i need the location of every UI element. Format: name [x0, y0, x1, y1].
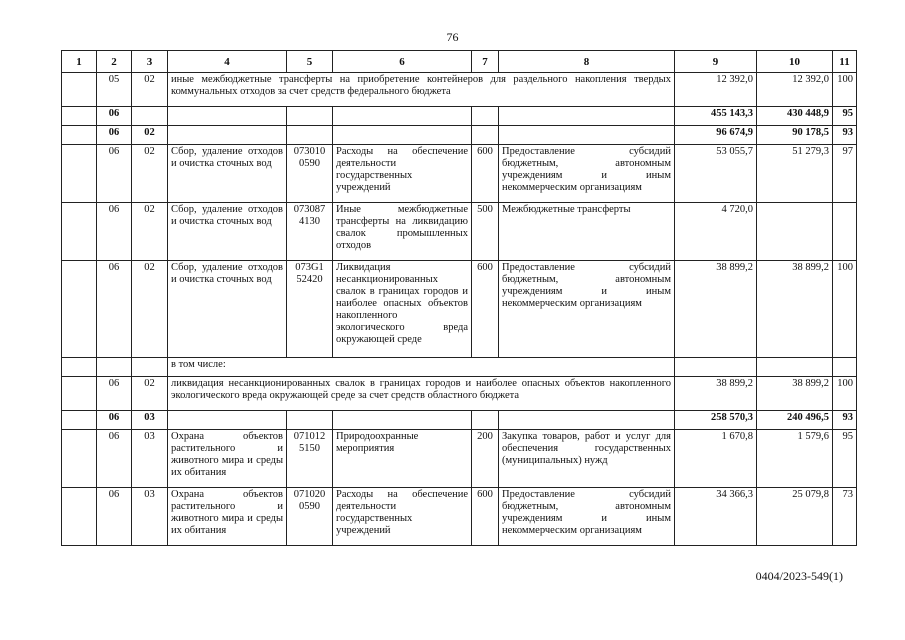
cell-percent: 93 — [833, 126, 857, 145]
cell-target-code: 071012 5150 — [287, 430, 333, 488]
table-row — [62, 107, 857, 126]
cell-expense-name: Расходы на обеспечение деятельности государственных учреждений — [333, 145, 472, 203]
cell-section: 06 — [97, 430, 132, 488]
cell-actual: 38 899,2 — [757, 261, 833, 358]
cell-actual: 430 448,9 — [757, 107, 833, 126]
header-col-6: 6 — [333, 51, 472, 73]
cell-actual: 51 279,3 — [757, 145, 833, 203]
cell-subsection: 02 — [132, 73, 168, 107]
cell-target-code: 071020 0590 — [287, 488, 333, 546]
cell-expense-name: Расходы на обеспечение деятельности государственных учреждений — [333, 488, 472, 546]
header-col-4: 4 — [168, 51, 287, 73]
cell-subsection: 02 — [132, 145, 168, 203]
header-col-1: 1 — [62, 51, 97, 73]
cell-actual: 38 899,2 — [757, 377, 833, 411]
cell-section: 06 — [97, 488, 132, 546]
cell-plan: 12 392,0 — [675, 73, 757, 107]
cell-subsection — [132, 107, 168, 126]
table-row — [62, 411, 857, 430]
cell-plan: 455 143,3 — [675, 107, 757, 126]
cell-percent: 100 — [833, 261, 857, 358]
header-col-10: 10 — [757, 51, 833, 73]
cell-expense-type: 600 — [472, 261, 499, 358]
cell-activity: Охрана объектов растительного и животного мира и среды их обитания — [168, 488, 287, 546]
cell-description: ликвидация несанкционированных свалок в границах городов и наиболее опасных объектов накопленного экологического вреда окружающей среде за счет средств областного бюджета — [168, 377, 675, 411]
cell-plan: 1 670,8 — [675, 430, 757, 488]
cell-activity: Сбор, удаление отходов и очистка сточных вод — [168, 145, 287, 203]
header-col-7: 7 — [472, 51, 499, 73]
cell-plan: 53 055,7 — [675, 145, 757, 203]
cell-actual — [757, 203, 833, 261]
table-row — [62, 358, 857, 377]
table-row — [62, 145, 857, 203]
header-col-8: 8 — [499, 51, 675, 73]
cell-expense-type: 600 — [472, 145, 499, 203]
cell-percent: 100 — [833, 73, 857, 107]
cell-expense-type-name: Предоставление субсидий бюджетным, автономным учреждениям и иным некоммерческим организациям — [499, 261, 675, 358]
cell-expense-type-name: Предоставление субсидий бюджетным, автономным учреждениям и иным некоммерческим организациям — [499, 145, 675, 203]
cell-expense-type: 500 — [472, 203, 499, 261]
cell-subsection: 02 — [132, 261, 168, 358]
header-col-2: 2 — [97, 51, 132, 73]
cell-section: 06 — [97, 107, 132, 126]
cell-subsection: 02 — [132, 126, 168, 145]
cell-percent: 97 — [833, 145, 857, 203]
cell-actual: 1 579,6 — [757, 430, 833, 488]
cell-plan: 4 720,0 — [675, 203, 757, 261]
cell-expense-type: 200 — [472, 430, 499, 488]
cell-subsection: 03 — [132, 430, 168, 488]
cell-section: 05 — [97, 73, 132, 107]
cell-target-code: 073G1 52420 — [287, 261, 333, 358]
table-row — [62, 488, 857, 546]
cell-percent: 95 — [833, 107, 857, 126]
header-col-5: 5 — [287, 51, 333, 73]
cell-section: 06 — [97, 203, 132, 261]
document-code: 0404/2023-549(1) — [755, 569, 843, 583]
table-row — [62, 126, 857, 145]
cell-plan: 34 366,3 — [675, 488, 757, 546]
cell-section: 06 — [97, 411, 132, 430]
cell-expense-type: 600 — [472, 488, 499, 546]
cell-expense-name: Иные межбюджетные трансферты на ликвидацию свалок промышленных отходов — [333, 203, 472, 261]
cell-actual: 240 496,5 — [757, 411, 833, 430]
cell-percent: 100 — [833, 377, 857, 411]
cell-description: иные межбюджетные трансферты на приобретение контейнеров для раздельного накопления твердых коммунальных отходов за счет средств федерального бюджета — [168, 73, 675, 107]
cell-target-code: 073010 0590 — [287, 145, 333, 203]
cell-subsection: 03 — [132, 488, 168, 546]
cell-expense-name: Природоохранные мероприятия — [333, 430, 472, 488]
cell-plan: 38 899,2 — [675, 377, 757, 411]
page-number: 76 — [446, 30, 459, 44]
cell-section: 06 — [97, 261, 132, 358]
cell-subsection: 02 — [132, 377, 168, 411]
cell-expense-type-name: Закупка товаров, работ и услуг для обеспечения государственных (муниципальных) нужд — [499, 430, 675, 488]
header-col-11: 11 — [833, 51, 857, 73]
cell-activity: Охрана объектов растительного и животного мира и среды их обитания — [168, 430, 287, 488]
cell-subsection: 03 — [132, 411, 168, 430]
cell-activity: Сбор, удаление отходов и очистка сточных вод — [168, 261, 287, 358]
cell-expense-type-name: Предоставление субсидий бюджетным, автономным учреждениям и иным некоммерческим организациям — [499, 488, 675, 546]
table-row — [62, 377, 857, 411]
budget-table — [61, 50, 857, 546]
cell-percent — [833, 203, 857, 261]
cell-expense-name: Ликвидация несанкционированных свалок в границах городов и наиболее опасных объектов накопленного экологического вреда окружающей среде — [333, 261, 472, 358]
cell-percent: 95 — [833, 430, 857, 488]
cell-percent: 73 — [833, 488, 857, 546]
cell-target-code: 073087 4130 — [287, 203, 333, 261]
cell-subsection: 02 — [132, 203, 168, 261]
cell-section: 06 — [97, 126, 132, 145]
table-row — [62, 203, 857, 261]
table-row — [62, 430, 857, 488]
header-row — [62, 51, 857, 73]
cell-section: 06 — [97, 145, 132, 203]
table-row — [62, 73, 857, 107]
table-row — [62, 261, 857, 358]
header-col-3: 3 — [132, 51, 168, 73]
cell-activity: Сбор, удаление отходов и очистка сточных вод — [168, 203, 287, 261]
cell-plan: 258 570,3 — [675, 411, 757, 430]
cell-expense-type-name: Межбюджетные трансферты — [499, 203, 675, 261]
cell-section: 06 — [97, 377, 132, 411]
cell-plan: 96 674,9 — [675, 126, 757, 145]
header-col-9: 9 — [675, 51, 757, 73]
including-label: в том числе: — [168, 358, 675, 377]
cell-plan: 38 899,2 — [675, 261, 757, 358]
cell-actual: 25 079,8 — [757, 488, 833, 546]
cell-percent: 93 — [833, 411, 857, 430]
cell-actual: 90 178,5 — [757, 126, 833, 145]
cell-actual: 12 392,0 — [757, 73, 833, 107]
